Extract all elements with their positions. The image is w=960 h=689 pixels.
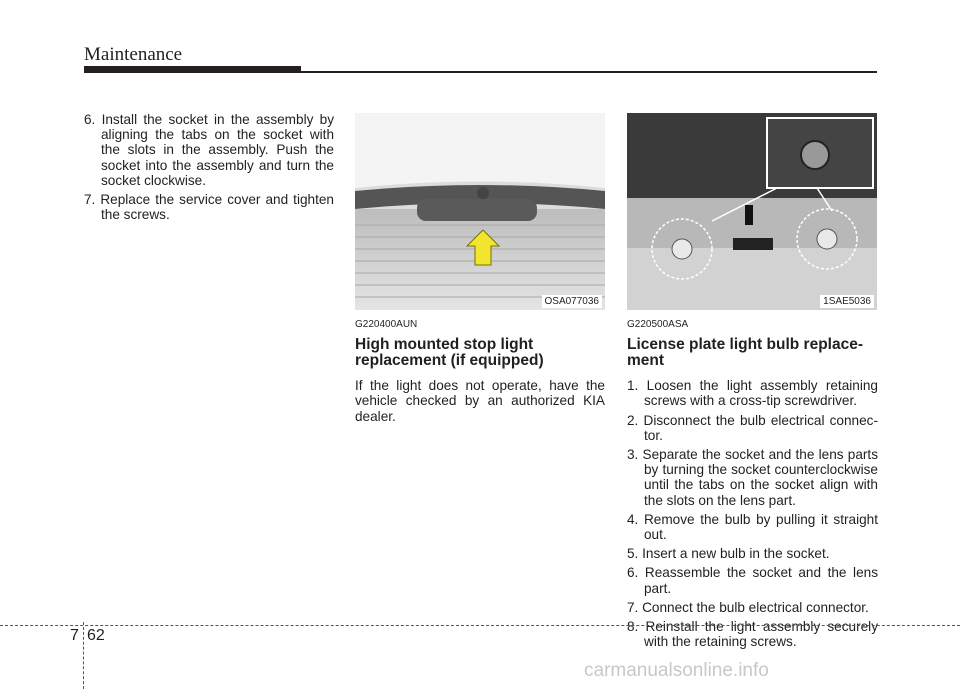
section-code: G220400AUN — [355, 319, 418, 330]
stop-light-illustration — [355, 113, 605, 310]
figure-label: 1SAE5036 — [820, 295, 874, 308]
step-6: 6. Install the socket in the assembly by aligning the tabs on the socket with the slots in the assembly. Push the socket into the assembly and turn the socket clockwise. — [84, 112, 334, 188]
footer-divider — [83, 622, 84, 689]
page-number: 62 — [87, 627, 105, 644]
step-7: 7. Replace the service cover and tighten the screws. — [84, 192, 334, 223]
license-light-illustration — [627, 113, 877, 310]
stop-light-column — [355, 313, 605, 424]
step-5: 5. Insert a new bulb in the socket. — [627, 546, 830, 562]
stop-light-figure — [355, 113, 605, 310]
figure-label: OSA077036 — [542, 295, 603, 308]
step-3: 3. Separate the socket and the lens parts by turning the socket counterclockwise until the tabs on the socket align with the slots on the lens part. — [627, 447, 878, 508]
left-column — [84, 112, 334, 226]
section-heading: License plate light bulb replace-ment — [627, 336, 863, 370]
license-column — [627, 313, 878, 653]
step-6: 6. Reassemble the socket and the lens part. — [627, 565, 878, 596]
step-4: 4. Remove the bulb by pulling it straight out. — [627, 511, 878, 543]
footer-rule — [0, 625, 960, 626]
step-2: 2. Disconnect the bulb electrical connec-tor. — [627, 412, 878, 443]
section-body: If the light does not operate, have the vehicle checked by an authorized KIA dealer. — [355, 378, 605, 424]
license-light-figure — [627, 113, 877, 310]
section-title: Maintenance — [84, 44, 183, 65]
section-code: G220500ASA — [627, 319, 689, 330]
step-8: 8. Reinstall the light assembly securely with the retaining screws. — [627, 619, 878, 650]
header-rule — [301, 71, 877, 73]
step-7: 7. Connect the bulb electrical connector. — [627, 599, 869, 615]
step-1: 1. Loosen the light assembly retaining screws with a cross-tip screwdriver. — [627, 378, 878, 409]
watermark: carmanualsonline.info — [584, 660, 769, 681]
header-bar — [84, 66, 301, 73]
chapter-number: 7 — [70, 627, 79, 644]
section-heading: High mounted stop light replacement (if equipped) — [355, 336, 544, 370]
